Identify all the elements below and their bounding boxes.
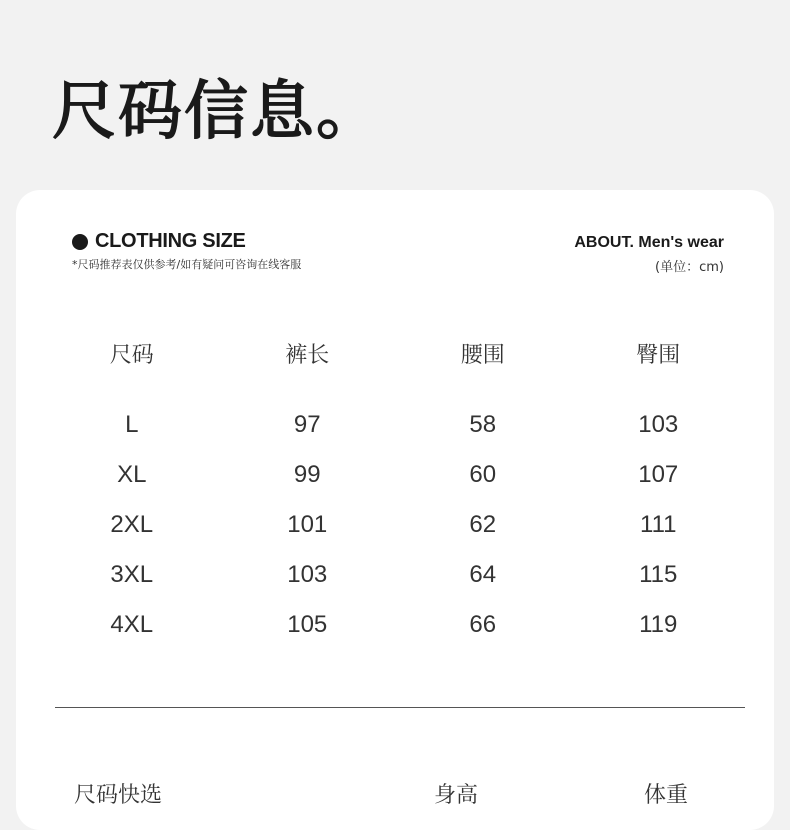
unit-label: (单位：cm) bbox=[655, 260, 724, 275]
cell-size: L bbox=[125, 411, 139, 438]
cell-waist: 60 bbox=[469, 461, 497, 488]
cell-waist: 64 bbox=[469, 561, 497, 588]
cell-length: 99 bbox=[293, 461, 321, 488]
size-heading bbox=[72, 230, 246, 253]
section-divider bbox=[55, 707, 745, 708]
size-note: *尺码推荐表仅供参考/如有疑问可咨询在线客服 bbox=[72, 258, 302, 271]
table-row bbox=[44, 500, 746, 550]
table-header-row bbox=[44, 338, 746, 400]
header-size: 尺码 bbox=[109, 343, 154, 368]
cell-waist: 58 bbox=[469, 411, 497, 438]
about-label: ABOUT. Men's wear bbox=[574, 234, 724, 251]
cell-length: 101 bbox=[287, 511, 328, 538]
header-waist: 腰围 bbox=[460, 343, 505, 368]
table-row bbox=[44, 550, 746, 600]
quick-pick-label: 尺码快选 bbox=[74, 783, 163, 808]
header-length: 裤长 bbox=[285, 343, 330, 368]
cell-hip: 103 bbox=[638, 411, 679, 438]
cell-size: 4XL bbox=[110, 611, 154, 638]
table-row bbox=[44, 450, 746, 500]
height-label: 身高 bbox=[434, 783, 479, 808]
cell-size: XL bbox=[117, 461, 147, 488]
size-card bbox=[16, 190, 774, 830]
cell-length: 103 bbox=[287, 561, 328, 588]
cell-length: 105 bbox=[287, 611, 328, 638]
table-row bbox=[44, 400, 746, 450]
bullet-dot-icon bbox=[72, 234, 88, 250]
cell-hip: 107 bbox=[638, 461, 679, 488]
size-table bbox=[44, 338, 746, 650]
page-title: 尺码信息。 bbox=[52, 75, 382, 149]
cell-hip: 119 bbox=[639, 611, 678, 638]
size-heading-text: CLOTHING SIZE bbox=[95, 230, 246, 252]
cell-waist: 66 bbox=[469, 611, 497, 638]
cell-size: 2XL bbox=[110, 511, 154, 538]
cell-hip: 115 bbox=[639, 561, 678, 588]
weight-label: 体重 bbox=[644, 783, 689, 808]
cell-hip: 111 bbox=[640, 511, 677, 538]
cell-waist: 62 bbox=[469, 511, 497, 538]
header-hip: 臀围 bbox=[636, 343, 681, 368]
cell-length: 97 bbox=[293, 411, 321, 438]
cell-size: 3XL bbox=[110, 561, 154, 588]
table-row bbox=[44, 600, 746, 650]
